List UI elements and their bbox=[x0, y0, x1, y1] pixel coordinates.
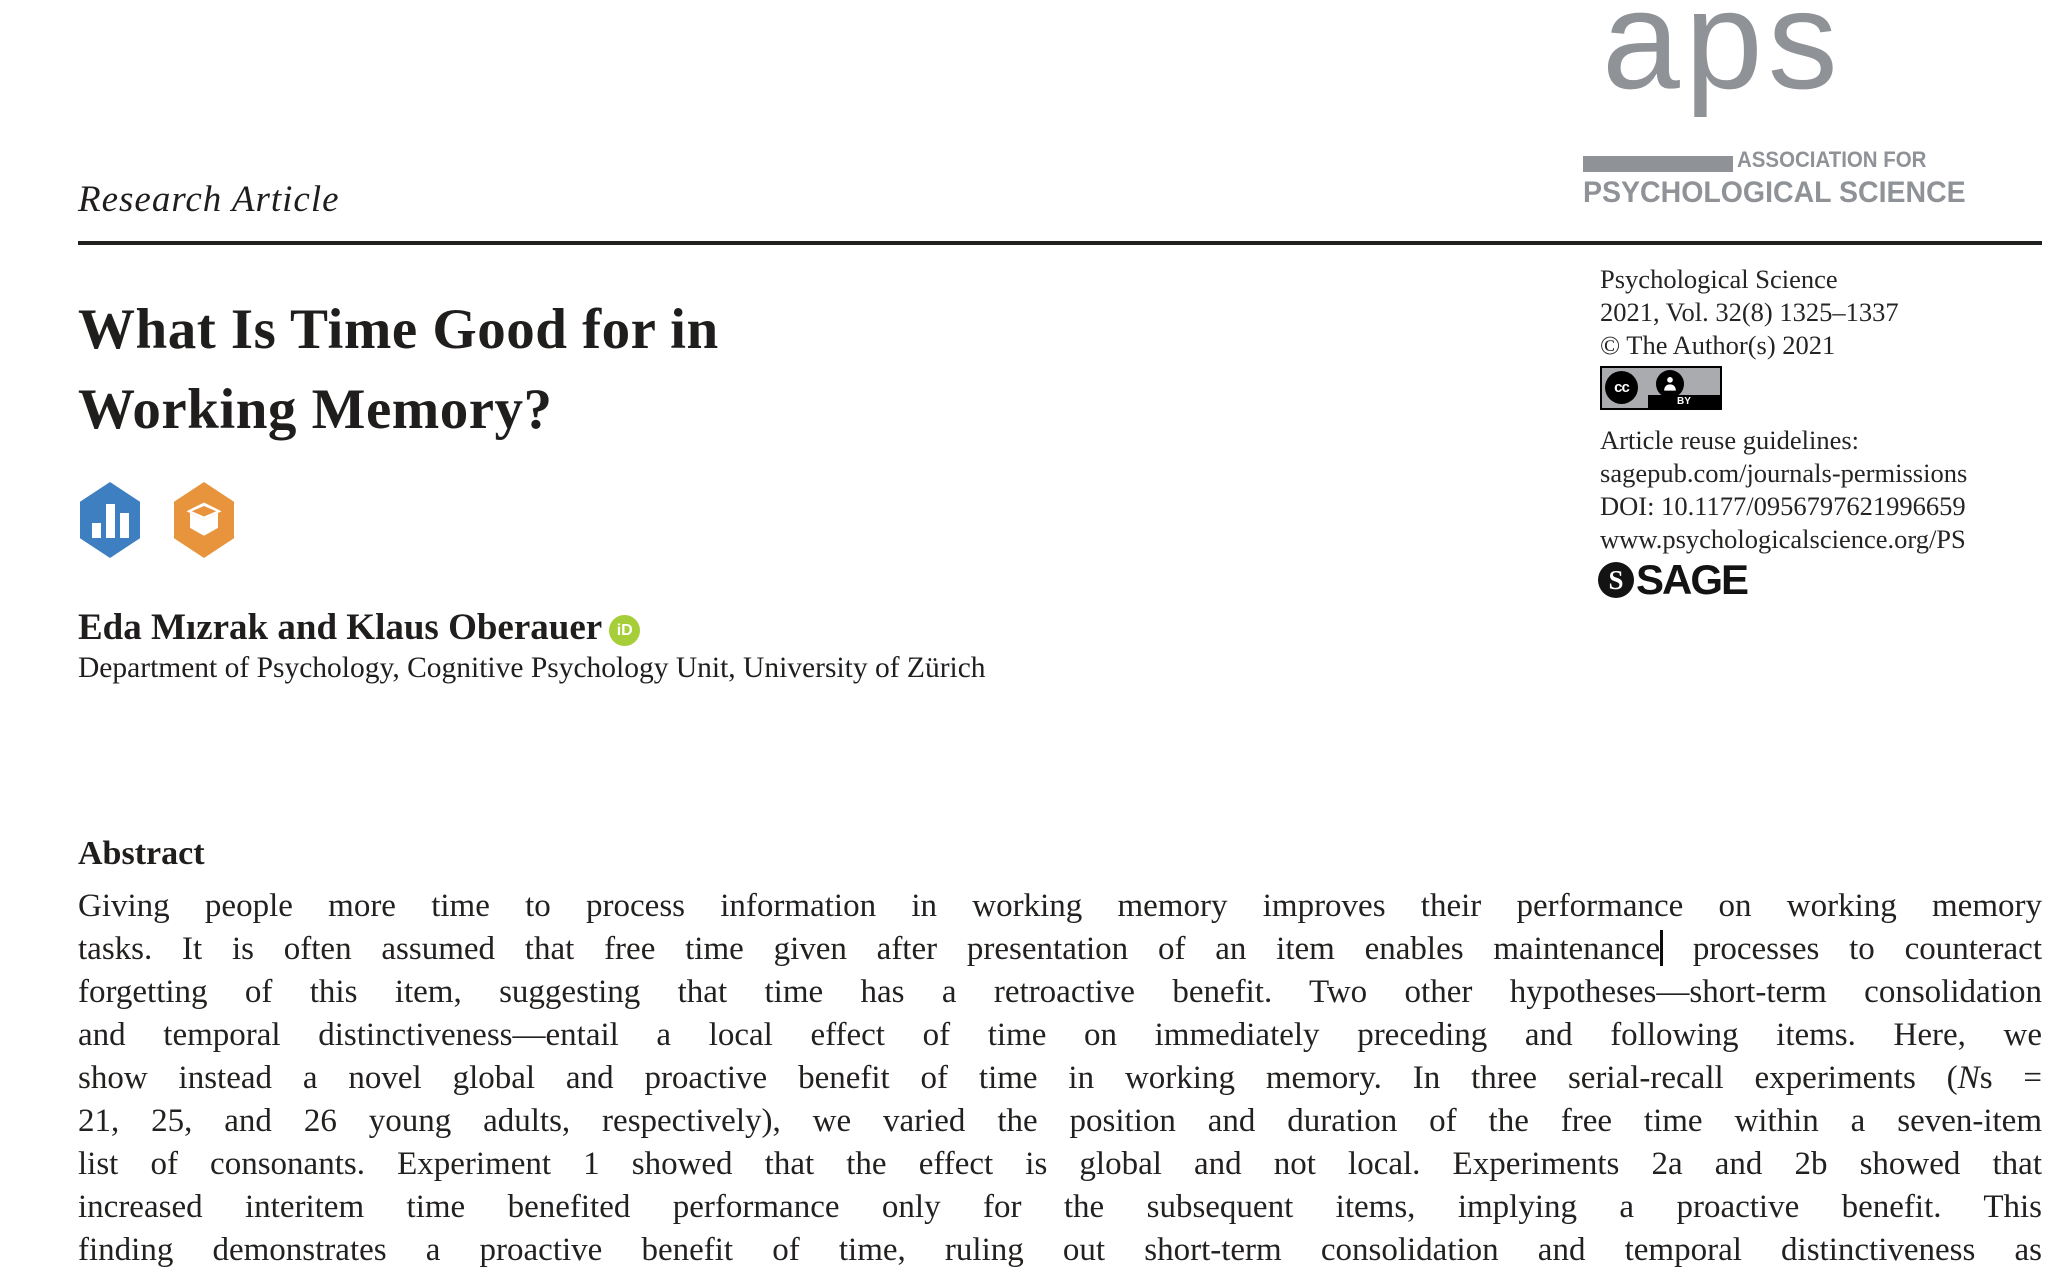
volume-line: 2021, Vol. 32(8) 1325–1337 bbox=[1600, 297, 1899, 327]
open-materials-badge[interactable] bbox=[174, 482, 234, 558]
article-title bbox=[78, 290, 719, 450]
aps-logo-bar bbox=[1583, 156, 1733, 172]
abstract-line: Giving people more time to process information in working memory improves their performance on working memory bbox=[78, 888, 2042, 924]
cc-by-license-badge[interactable] bbox=[1600, 366, 1722, 410]
abstract-text bbox=[78, 885, 2042, 1272]
affiliation: Department of Psychology, Cognitive Psychology Unit, University of Zürich bbox=[78, 652, 986, 684]
article-title-line-2: Working Memory? bbox=[78, 378, 553, 441]
abstract-line: show instead a novel global and proactive benefit of time in working memory. In three serial-recall experiments (Ns = bbox=[78, 1060, 2043, 1096]
article-type-kicker: Research Article bbox=[78, 179, 340, 220]
journal-name: Psychological Science bbox=[1600, 264, 1838, 294]
abstract-line: tasks. It is often assumed that free time given after presentation of an item enables maintenance processes to counteract bbox=[78, 931, 2042, 967]
sage-wordmark: SAGE bbox=[1636, 556, 1748, 603]
aps-logo-wordmark: aps bbox=[1602, 0, 1843, 118]
bar-chart-icon bbox=[92, 502, 129, 538]
abstract-heading: Abstract bbox=[78, 835, 205, 872]
cc-by-label: BY bbox=[1648, 395, 1720, 408]
copyright-line: © The Author(s) 2021 bbox=[1600, 330, 1836, 360]
abstract-line-clipped: finding demonstrates a proactive benefit of time, ruling out short-term consolidation and temporal distinctiveness as bbox=[78, 1232, 2042, 1268]
sage-logo bbox=[1598, 556, 1747, 604]
abstract-line: forgetting of this item, suggesting that time has a retroactive benefit. Two other hypotheses—short-term consolidation bbox=[78, 974, 2042, 1010]
author-names: Eda Mızrak and Klaus Oberauer bbox=[78, 607, 603, 648]
cc-icon: cc bbox=[1605, 371, 1638, 404]
attribution-person-icon bbox=[1656, 370, 1684, 398]
abstract-line: list of consonants. Experiment 1 showed that the effect is global and not local. Experiments 2a and 2b showed that bbox=[78, 1146, 2042, 1182]
sage-s-icon: S bbox=[1598, 562, 1634, 598]
doi-link[interactable]: DOI: 10.1177/0956797621996659 bbox=[1600, 491, 1966, 521]
aps-logo-tagline-1: ASSOCIATION FOR bbox=[1737, 147, 1927, 172]
reuse-guidelines-link[interactable]: sagepub.com/journals-permissions bbox=[1600, 458, 1968, 488]
aps-logo-tagline-2: PSYCHOLOGICAL SCIENCE bbox=[1583, 176, 1966, 209]
abstract-line: and temporal distinctiveness—entail a local effect of time on immediately preceding and following items. Here, we bbox=[78, 1017, 2042, 1053]
journal-website-link[interactable]: www.psychologicalscience.org/PS bbox=[1600, 524, 1966, 554]
orcid-icon[interactable]: iD bbox=[609, 615, 640, 646]
article-title-line-1: What Is Time Good for in bbox=[78, 298, 719, 361]
open-box-icon bbox=[183, 499, 225, 541]
reuse-guidelines-label: Article reuse guidelines: bbox=[1600, 425, 1860, 455]
authors bbox=[78, 606, 640, 649]
open-data-badge[interactable] bbox=[80, 482, 140, 558]
header-rule bbox=[78, 241, 2042, 245]
abstract-line: increased interitem time benefited performance only for the subsequent items, implying a proactive benefit. This bbox=[78, 1189, 2042, 1225]
abstract-line: 21, 25, and 26 young adults, respectively), we varied the position and duration of the free time within a seven-item bbox=[78, 1103, 2042, 1139]
